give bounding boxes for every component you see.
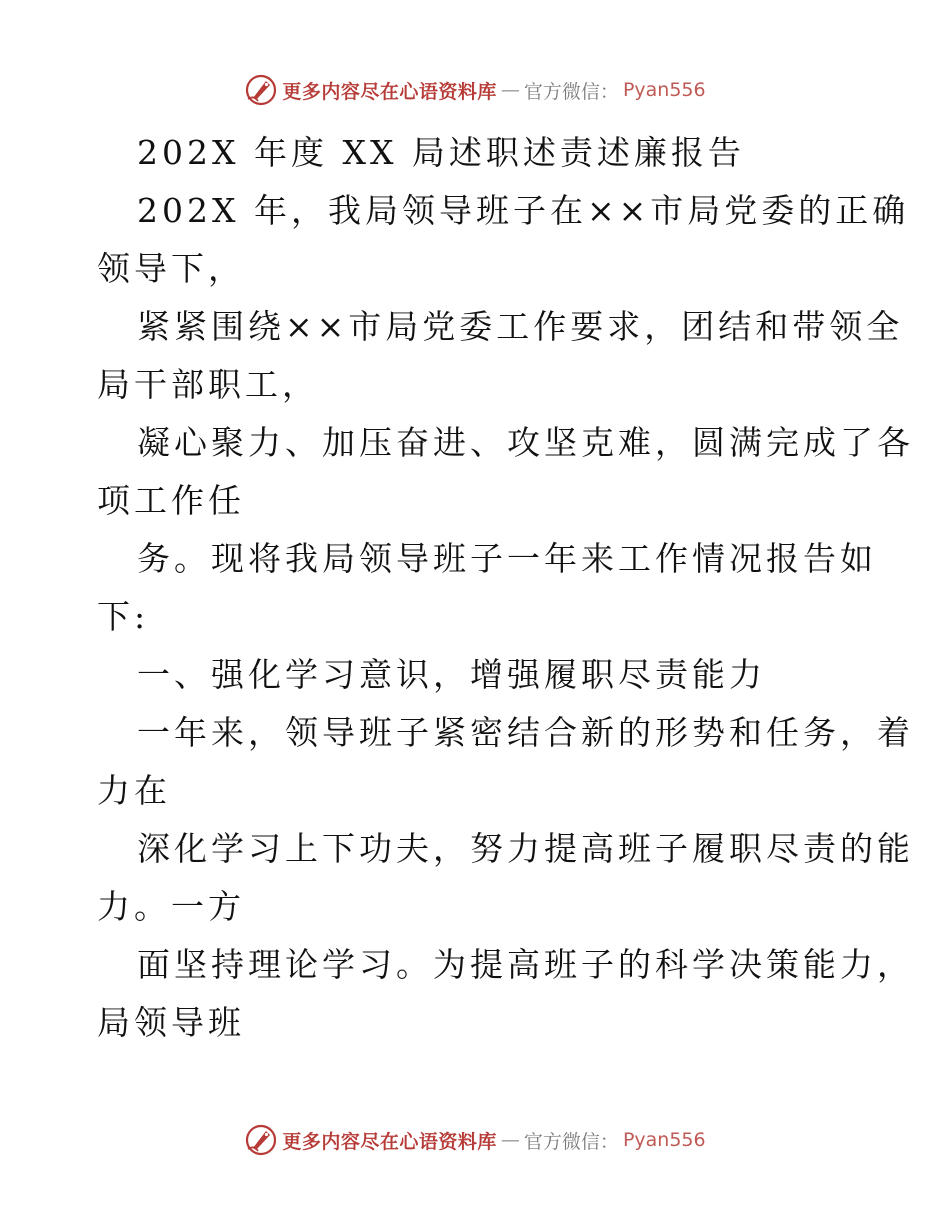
header-banner [0, 68, 950, 112]
pen-nib-logo-icon [244, 73, 278, 107]
text-line: 下: [97, 597, 150, 636]
text-line: 领导下， [97, 249, 245, 288]
text-line: 力在 [97, 771, 171, 810]
footer-banner [0, 1118, 950, 1162]
header-banner-content [244, 73, 705, 107]
banner-separator: — [500, 79, 520, 101]
text-line: 力。一方 [97, 887, 245, 926]
banner-wechat-id: Pyan556 [622, 79, 706, 101]
banner-wechat-id: Pyan556 [622, 1129, 706, 1151]
text-line: 一、强化学习意识，增强履职尽责能力 [137, 655, 766, 694]
text-line: 务。现将我局领导班子一年来工作情况报告如 [137, 539, 877, 578]
document-body [97, 124, 914, 1052]
text-line: 202X 年，我局领导班子在××市局党委的正确 [137, 191, 910, 230]
banner-separator: — [500, 1129, 520, 1151]
footer-banner-content [244, 1123, 705, 1157]
banner-main-text: 更多内容尽在心语资料库 [282, 80, 497, 103]
text-line: 紧紧围绕××市局党委工作要求，团结和带领全 [137, 307, 904, 346]
text-line: 局干部职工， [97, 365, 319, 404]
document-title: 202X 年度 XX 局述职述责述廉报告 [137, 133, 745, 172]
banner-wechat-label: 官方微信： [523, 80, 619, 103]
text-line: 凝心聚力、加压奋进、攻坚克难，圆满完成了各 [137, 423, 914, 462]
banner-main-text: 更多内容尽在心语资料库 [282, 1130, 497, 1153]
banner-wechat-label: 官方微信： [523, 1130, 619, 1153]
text-line: 项工作任 [97, 481, 245, 520]
text-line: 局领导班 [97, 1003, 245, 1042]
text-line: 面坚持理论学习。为提高班子的科学决策能力， [137, 945, 914, 984]
text-line: 一年来，领导班子紧密结合新的形势和任务，着 [137, 713, 914, 752]
text-line: 深化学习上下功夫，努力提高班子履职尽责的能 [137, 829, 914, 868]
pen-nib-logo-icon [244, 1123, 278, 1157]
